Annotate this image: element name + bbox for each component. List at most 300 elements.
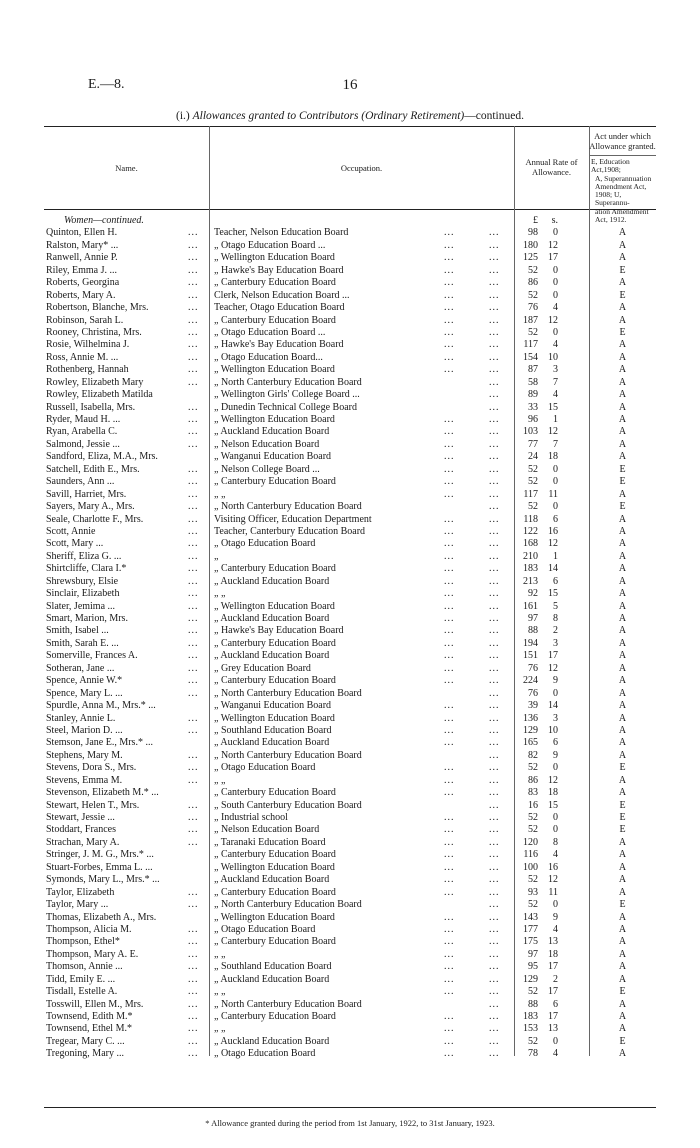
retiree-name: Rosie, Wilhelmina J.: [46, 339, 130, 351]
subtitle-suffix: —continued.: [464, 110, 524, 122]
leader-dots: ...: [444, 227, 455, 239]
allowance-shillings: 17: [548, 961, 558, 973]
leader-dots: ...: [188, 1048, 199, 1060]
leader-dots: ...: [444, 488, 455, 500]
leader-dots: ...: [188, 650, 199, 662]
leader-dots: ...: [188, 351, 199, 363]
section-label: Women—continued.: [64, 215, 144, 226]
act-code: A: [618, 588, 627, 600]
leader-dots: ...: [444, 762, 455, 774]
table-row: [44, 339, 656, 351]
leader-dots: ...: [489, 525, 500, 537]
retiree-name: Sayers, Mary A., Mrs.: [46, 501, 135, 513]
table-row: [44, 327, 656, 339]
leader-dots: ...: [444, 364, 455, 376]
leader-dots: ...: [444, 550, 455, 562]
retiree-name: Quinton, Ellen H.: [46, 227, 118, 239]
allowance-shillings: 2: [553, 973, 558, 985]
act-code: A: [618, 351, 627, 363]
allowance-shillings: 0: [553, 824, 558, 836]
allowance-pounds: 165: [523, 737, 538, 749]
allowance-shillings: 0: [553, 463, 558, 475]
allowance-shillings: 10: [548, 351, 558, 363]
table-row: [44, 439, 656, 451]
occupation: „ Canterbury Education Board: [214, 1011, 336, 1022]
leader-dots: ...: [188, 414, 199, 425]
leader-dots: ...: [444, 986, 455, 998]
occupation: „ Wellington Education Board: [214, 364, 335, 376]
leader-dots: ...: [188, 812, 199, 823]
leader-dots: ...: [188, 364, 199, 376]
table-row: [44, 762, 656, 774]
act-code: A: [618, 339, 627, 351]
allowance-table-body: [44, 215, 656, 1061]
retiree-name: Seale, Charlotte F., Mrs.: [46, 513, 144, 525]
allowance-shillings: 16: [548, 525, 558, 537]
leader-dots: ...: [444, 575, 455, 587]
retiree-name: Sheriff, Eliza G. ...: [46, 550, 122, 562]
occupation: „ North Canterbury Education Board: [214, 501, 362, 513]
leader-dots: ...: [444, 737, 455, 749]
leader-dots: ...: [444, 538, 455, 550]
act-header-line: Act under which: [594, 131, 651, 141]
act-code: A: [618, 252, 627, 264]
occupation: „ Hawke's Bay Education Board: [214, 625, 344, 637]
allowance-pounds: 117: [523, 339, 538, 351]
occupation: „ Dunedin Technical College Board: [214, 401, 357, 413]
retiree-name: Stemson, Jane E., Mrs.* ...: [46, 737, 153, 749]
leader-dots: ...: [489, 1023, 500, 1035]
leader-dots: ...: [489, 513, 500, 525]
allowance-shillings: 15: [548, 401, 558, 413]
act-code: A: [618, 911, 627, 923]
occupation: „ North Canterbury Education Board: [214, 376, 362, 388]
leader-dots: ...: [444, 239, 455, 251]
act-code: A: [618, 923, 627, 935]
act-code: A: [618, 650, 627, 662]
table-row: [44, 252, 656, 264]
act-code: A: [618, 1011, 627, 1022]
leader-dots: ...: [188, 513, 199, 525]
table-row: [44, 700, 656, 712]
leader-dots: ...: [444, 1035, 455, 1047]
act-code: E: [619, 501, 626, 513]
allowance-shillings: 6: [553, 513, 558, 525]
retiree-name: Stewart, Jessie ...: [46, 812, 115, 823]
occupation: „ Taranaki Education Board: [214, 836, 326, 848]
act-code: A: [618, 438, 627, 450]
leader-dots: ...: [489, 575, 500, 587]
leader-dots: ...: [489, 414, 500, 425]
allowance-shillings: 14: [548, 700, 558, 712]
allowance-pounds: 175: [523, 936, 538, 948]
allowance-pounds: 129: [523, 724, 538, 736]
occupation: „ „: [214, 488, 226, 500]
occupation: „ Otago Education Board ...: [214, 326, 326, 338]
leader-dots: ...: [489, 613, 500, 624]
allowance-shillings: 0: [553, 1035, 558, 1047]
leader-dots: ...: [444, 650, 455, 662]
leader-dots: ...: [188, 961, 199, 973]
leader-dots: ...: [188, 749, 199, 761]
retiree-name: Thomas, Elizabeth A., Mrs.: [46, 911, 157, 923]
allowance-pounds: 52: [528, 326, 538, 338]
retiree-name: Tidd, Emily E. ...: [46, 973, 116, 985]
leader-dots: ...: [444, 712, 455, 724]
act-code: E: [619, 264, 626, 276]
leader-dots: ...: [188, 774, 199, 786]
retiree-name: Tregear, Mary C. ...: [46, 1035, 125, 1047]
leader-dots: ...: [188, 563, 199, 575]
table-row: [44, 364, 656, 376]
leader-dots: ...: [444, 426, 455, 438]
leader-dots: ...: [188, 712, 199, 724]
allowance-shillings: 3: [553, 364, 558, 376]
table-row: [44, 464, 656, 476]
leader-dots: ...: [489, 600, 500, 612]
retiree-name: Sinclair, Elizabeth: [46, 588, 120, 600]
allowance-shillings: 13: [548, 1023, 558, 1035]
act-legend-line: A, Superannuation: [595, 173, 652, 183]
act-code: A: [618, 451, 627, 463]
leader-dots: ...: [444, 948, 455, 960]
leader-dots: ...: [489, 712, 500, 724]
allowance-shillings: 6: [553, 998, 558, 1010]
leader-dots: ...: [489, 737, 500, 749]
allowance-shillings: 16: [548, 861, 558, 873]
allowance-shillings: 12: [548, 239, 558, 251]
retiree-name: Stevenson, Elizabeth M.* ...: [46, 787, 159, 799]
retiree-name: Savill, Harriet, Mrs.: [46, 488, 127, 500]
retiree-name: Stevens, Dora S., Mrs.: [46, 762, 137, 774]
allowance-pounds: 210: [523, 550, 538, 562]
leader-dots: ...: [489, 463, 500, 475]
leader-dots: ...: [489, 675, 500, 687]
allowance-pounds: 88: [528, 625, 538, 637]
allowance-shillings: 0: [553, 762, 558, 774]
table-row: [44, 713, 656, 725]
allowance-shillings: 14: [548, 563, 558, 575]
occupation: „ Wellington Education Board: [214, 252, 335, 264]
retiree-name: Roberts, Mary A.: [46, 289, 116, 301]
act-code: E: [619, 1035, 626, 1047]
leader-dots: ...: [188, 687, 199, 699]
occupation: „ Wellington Education Board: [214, 600, 335, 612]
table-subtitle: [0, 110, 700, 122]
retiree-name: Spence, Mary L. ...: [46, 687, 123, 699]
occupation: „ Grey Education Board: [214, 662, 311, 674]
allowance-shillings: 18: [548, 948, 558, 960]
leader-dots: ...: [489, 351, 500, 363]
allowance-pounds: 39: [528, 700, 538, 712]
leader-dots: ...: [188, 1023, 199, 1035]
act-code: A: [618, 749, 627, 761]
table-row: [44, 389, 656, 401]
leader-dots: ...: [489, 662, 500, 674]
leader-dots: ...: [188, 973, 199, 985]
allowance-shillings: 17: [548, 1011, 558, 1022]
allowance-pounds: 154: [523, 351, 538, 363]
allowance-shillings: 15: [548, 799, 558, 811]
retiree-name: Shrewsbury, Elsie: [46, 575, 119, 587]
allowance-shillings: 0: [553, 476, 558, 488]
retiree-name: Spence, Annie W.*: [46, 675, 123, 687]
leader-dots: ...: [489, 389, 500, 401]
leader-dots: ...: [444, 911, 455, 923]
leader-dots: ...: [444, 513, 455, 525]
act-code: A: [618, 849, 627, 861]
act-legend-line: ation Amendment: [595, 206, 649, 216]
leader-dots: ...: [444, 625, 455, 637]
allowance-pounds: 83: [528, 787, 538, 799]
retiree-name: Stuart-Forbes, Emma L. ...: [46, 861, 153, 873]
table-row: [44, 650, 656, 662]
leader-dots: ...: [444, 326, 455, 338]
table-row: [44, 538, 656, 550]
occupation: „ Hawke's Bay Education Board: [214, 264, 344, 276]
allowance-pounds: 118: [523, 513, 538, 525]
act-code: A: [618, 538, 627, 550]
allowance-shillings: 17: [548, 650, 558, 662]
leader-dots: ...: [489, 700, 500, 712]
occupation: „ Canterbury Education Board: [214, 277, 336, 289]
allowance-shillings: 5: [553, 600, 558, 612]
leader-dots: ...: [444, 563, 455, 575]
allowance-pounds: 194: [523, 637, 538, 649]
document-reference: E.—8.: [88, 77, 125, 92]
leader-dots: ...: [188, 1011, 199, 1022]
allowance-pounds: 33: [528, 401, 538, 413]
leader-dots: ...: [489, 886, 500, 898]
act-code: A: [618, 874, 627, 886]
allowance-pounds: 86: [528, 277, 538, 289]
leader-dots: ...: [188, 463, 199, 475]
table-row: [44, 576, 656, 588]
leader-dots: ...: [444, 675, 455, 687]
leader-dots: ...: [444, 874, 455, 886]
leader-dots: ...: [489, 1035, 500, 1047]
retiree-name: Rowley, Elizabeth Mary: [46, 376, 144, 388]
act-code: A: [618, 998, 627, 1010]
leader-dots: ...: [444, 861, 455, 873]
allowance-shillings: 0: [553, 227, 558, 239]
leader-dots: ...: [444, 351, 455, 363]
table-row: [44, 290, 656, 302]
act-code: A: [618, 1023, 627, 1035]
act-code: A: [618, 886, 627, 898]
table-row: [44, 302, 656, 314]
occupation: „: [214, 550, 219, 562]
leader-dots: ...: [444, 724, 455, 736]
retiree-name: Ranwell, Annie P.: [46, 252, 118, 264]
occupation: „ Auckland Education Board: [214, 426, 330, 438]
column-header-name: Name.: [115, 163, 138, 173]
leader-dots: ...: [489, 849, 500, 861]
occupation: „ Wellington Education Board: [214, 712, 335, 724]
act-code: E: [619, 476, 626, 488]
leader-dots: ...: [444, 613, 455, 624]
leader-dots: ...: [444, 787, 455, 799]
table-row: [44, 265, 656, 277]
act-code: A: [618, 724, 627, 736]
leader-dots: ...: [489, 476, 500, 488]
occupation: „ North Canterbury Education Board: [214, 687, 362, 699]
allowance-pounds: 100: [523, 861, 538, 873]
allowance-shillings: 8: [553, 613, 558, 624]
retiree-name: Stringer, J. M. G., Mrs.* ...: [46, 849, 154, 861]
table-row: [44, 725, 656, 737]
leader-dots: ...: [444, 463, 455, 475]
table-row: [44, 601, 656, 613]
allowance-pounds: 52: [528, 824, 538, 836]
leader-dots: ...: [188, 762, 199, 774]
leader-dots: ...: [489, 899, 500, 911]
allowance-shillings: 0: [553, 289, 558, 301]
occupation: „ Canterbury Education Board: [214, 563, 336, 575]
leader-dots: ...: [444, 264, 455, 276]
occupation: „ North Canterbury Education Board: [214, 998, 362, 1010]
table-row: [44, 501, 656, 513]
allowance-shillings: 12: [548, 538, 558, 550]
retiree-name: Satchell, Edith E., Mrs.: [46, 463, 140, 475]
act-code: A: [618, 637, 627, 649]
leader-dots: ...: [489, 438, 500, 450]
table-row: [44, 812, 656, 824]
act-code: A: [618, 961, 627, 973]
retiree-name: Steel, Marion D. ...: [46, 724, 123, 736]
leader-dots: ...: [489, 302, 500, 314]
allowance-shillings: 8: [553, 836, 558, 848]
table-row: [44, 352, 656, 364]
act-code: A: [618, 302, 627, 314]
act-code: E: [619, 812, 626, 823]
leader-dots: ...: [489, 961, 500, 973]
table-row: [44, 489, 656, 501]
allowance-pounds: 97: [528, 948, 538, 960]
allowance-pounds: 82: [528, 749, 538, 761]
retiree-name: Ross, Annie M. ...: [46, 351, 119, 363]
act-code: A: [618, 364, 627, 376]
leader-dots: ...: [489, 637, 500, 649]
retiree-name: Spurdle, Anna M., Mrs.* ...: [46, 700, 156, 712]
leader-dots: ...: [188, 625, 199, 637]
table-row: [44, 800, 656, 812]
occupation: „ „: [214, 1023, 226, 1035]
leader-dots: ...: [188, 613, 199, 624]
leader-dots: ...: [188, 401, 199, 413]
act-code: A: [618, 774, 627, 786]
pounds-unit: £: [533, 215, 538, 226]
column-header-occupation: Occupation.: [340, 163, 383, 173]
retiree-name: Somerville, Frances A.: [46, 650, 138, 662]
act-code: A: [618, 861, 627, 873]
table-row: [44, 315, 656, 327]
act-code: A: [618, 613, 627, 624]
allowance-pounds: 52: [528, 289, 538, 301]
leader-dots: ...: [444, 289, 455, 301]
allowance-shillings: 4: [553, 339, 558, 351]
allowance-shillings: 13: [548, 936, 558, 948]
allowance-shillings: 7: [553, 376, 558, 388]
act-code: A: [618, 675, 627, 687]
act-legend-line: 1908; U, Superannu-: [595, 190, 630, 208]
footnote: * Allowance granted during the period from 1st January, 1922, to 31st January, 1923.: [205, 1118, 495, 1128]
allowance-shillings: 1: [553, 414, 558, 425]
leader-dots: ...: [489, 762, 500, 774]
leader-dots: ...: [489, 911, 500, 923]
leader-dots: ...: [489, 588, 500, 600]
table-row: [44, 1023, 656, 1035]
table-row: [44, 688, 656, 700]
act-code: E: [619, 463, 626, 475]
leader-dots: ...: [489, 1048, 500, 1060]
allowance-shillings: 12: [548, 874, 558, 886]
allowance-pounds: 58: [528, 376, 538, 388]
leader-dots: ...: [188, 923, 199, 935]
act-code: A: [618, 836, 627, 848]
leader-dots: ...: [188, 438, 199, 450]
table-row: [44, 887, 656, 899]
occupation: Teacher, Canterbury Education Board: [214, 525, 366, 537]
leader-dots: ...: [489, 426, 500, 438]
leader-dots: ...: [188, 476, 199, 488]
act-code: E: [619, 762, 626, 774]
allowance-shillings: 0: [553, 264, 558, 276]
leader-dots: ...: [188, 662, 199, 674]
leader-dots: ...: [489, 264, 500, 276]
occupation: „ Hawke's Bay Education Board: [214, 339, 344, 351]
rate-header-line: Allowance.: [532, 167, 571, 177]
retiree-name: Tregoning, Mary ...: [46, 1048, 124, 1060]
table-row: [44, 277, 656, 289]
allowance-shillings: 2: [553, 625, 558, 637]
allowance-shillings: 12: [548, 426, 558, 438]
leader-dots: ...: [188, 252, 199, 264]
table-row: [44, 986, 656, 998]
table-row: [44, 874, 656, 886]
allowance-pounds: 77: [528, 438, 538, 450]
leader-dots: ...: [444, 339, 455, 351]
allowance-pounds: 52: [528, 463, 538, 475]
retiree-name: Smith, Sarah E. ...: [46, 637, 119, 649]
act-code: A: [618, 563, 627, 575]
table-row: [44, 227, 656, 239]
table-row: [44, 949, 656, 961]
allowance-pounds: 52: [528, 501, 538, 513]
table-row: [44, 675, 656, 687]
leader-dots: ...: [188, 488, 199, 500]
retiree-name: Thompson, Ethel*: [46, 936, 120, 948]
allowance-pounds: 52: [528, 986, 538, 998]
leader-dots: ...: [188, 948, 199, 960]
act-code: A: [618, 973, 627, 985]
retiree-name: Rooney, Christina, Mrs.: [46, 326, 142, 338]
table-row: [44, 837, 656, 849]
leader-dots: ...: [444, 700, 455, 712]
retiree-name: Stanley, Annie L.: [46, 712, 116, 724]
leader-dots: ...: [444, 302, 455, 314]
allowance-shillings: 15: [548, 588, 558, 600]
allowance-pounds: 122: [523, 525, 538, 537]
occupation: „ Wanganui Education Board: [214, 700, 332, 712]
occupation: „ Wellington Girls' College Board ...: [214, 389, 360, 401]
occupation: „ Southland Education Board: [214, 724, 332, 736]
occupation: „ Nelson Education Board: [214, 438, 320, 450]
act-code: A: [618, 662, 627, 674]
occupation: „ „: [214, 774, 226, 786]
allowance-pounds: 52: [528, 476, 538, 488]
allowance-pounds: 183: [523, 563, 538, 575]
